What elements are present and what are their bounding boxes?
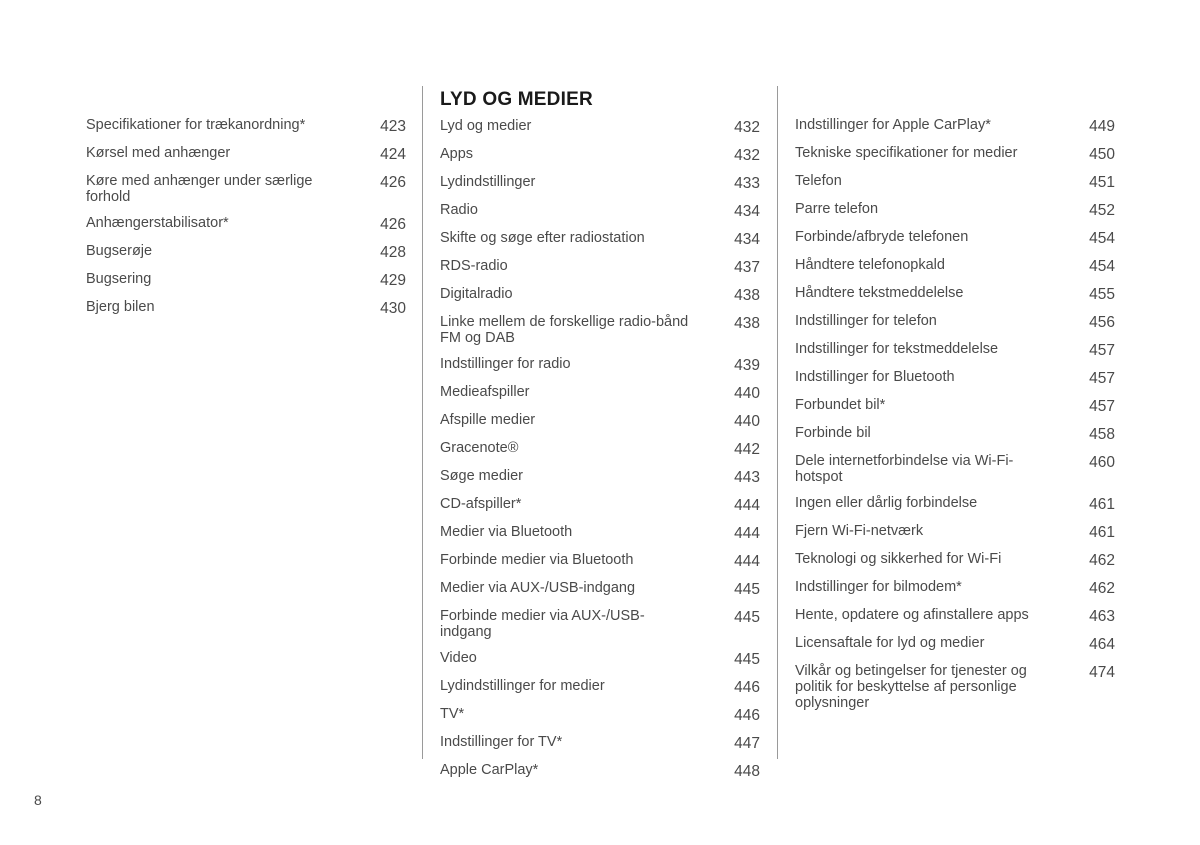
toc-entry-title: Linke mellem de forskellige radio-bånd FM og DAB (440, 314, 689, 346)
toc-entry-title: Anhængerstabilisator* (86, 215, 229, 231)
toc-entry-title: TV* (440, 706, 465, 722)
page-number: 8 (34, 792, 42, 808)
toc-entry[interactable] (795, 257, 1115, 285)
toc-entry[interactable] (795, 285, 1115, 313)
toc-entry-page: 423 (380, 118, 406, 135)
toc-entry-page: 438 (734, 287, 760, 304)
toc-entry-page: 458 (1089, 426, 1115, 443)
toc-entry-title: Bugsering (86, 271, 152, 287)
toc-entry-title: Lydindstillinger (440, 174, 536, 190)
toc-entry[interactable] (795, 425, 1115, 453)
toc-entry-title: Dele internetforbindelse via Wi-Fi-hotspot (795, 453, 1014, 485)
toc-entry-page: 451 (1089, 174, 1115, 191)
toc-entry[interactable] (440, 202, 760, 230)
toc-entry-page: 426 (380, 216, 406, 233)
toc-entry-title: Forbinde medier via AUX-/USB-indgang (440, 608, 645, 640)
toc-entry-page: 444 (734, 497, 760, 514)
toc-entry-title: Forbinde bil (795, 425, 871, 441)
toc-entry[interactable] (440, 762, 760, 790)
toc-entry[interactable] (86, 243, 406, 271)
toc-entry-page: 450 (1089, 146, 1115, 163)
toc-entry[interactable] (440, 608, 760, 650)
toc-entry-page: 457 (1089, 398, 1115, 415)
toc-entry-title: RDS-radio (440, 258, 508, 274)
toc-entry-title: Forbinde medier via Bluetooth (440, 552, 634, 568)
toc-entry-page: 432 (734, 119, 760, 136)
toc-entry[interactable] (795, 495, 1115, 523)
toc-entry[interactable] (795, 341, 1115, 369)
toc-entry-page: 430 (380, 300, 406, 317)
toc-entry-title: Indstillinger for tekstmeddelelse (795, 341, 999, 357)
toc-entry-page: 456 (1089, 314, 1115, 331)
toc-entry-page: 452 (1089, 202, 1115, 219)
toc-entry-title: Digitalradio (440, 286, 513, 302)
toc-entry[interactable] (795, 663, 1115, 721)
toc-entry-title: Hente, opdatere og afinstallere apps (795, 607, 1029, 623)
toc-entry[interactable] (795, 579, 1115, 607)
column-divider (777, 86, 778, 759)
toc-entry-title: Skifte og søge efter radiostation (440, 230, 645, 246)
toc-entry-page: 438 (734, 315, 760, 332)
toc-entry[interactable] (440, 580, 760, 608)
toc-entry-title: Bugserøje (86, 243, 153, 259)
toc-entry[interactable] (440, 468, 760, 496)
toc-entry[interactable] (440, 356, 760, 384)
toc-entry-title: Indstillinger for radio (440, 356, 571, 372)
toc-entry[interactable] (86, 215, 406, 243)
toc-column-2 (440, 90, 760, 790)
toc-list (86, 117, 406, 327)
toc-entry[interactable] (440, 552, 760, 580)
toc-entry[interactable] (86, 271, 406, 299)
toc-entry-page: 462 (1089, 580, 1115, 597)
toc-entry-title: Teknologi og sikkerhed for Wi-Fi (795, 551, 1002, 567)
toc-entry[interactable] (440, 146, 760, 174)
toc-entry-title: Tekniske specifikationer for medier (795, 145, 1018, 161)
toc-entry[interactable] (795, 551, 1115, 579)
toc-entry-page: 461 (1089, 496, 1115, 513)
toc-entry-title: Medieafspiller (440, 384, 530, 400)
toc-list (440, 118, 760, 790)
toc-column-3 (795, 117, 1115, 721)
toc-entry-page: 463 (1089, 608, 1115, 625)
toc-entry-title: Håndtere tekstmeddelelse (795, 285, 964, 301)
toc-entry-page: 444 (734, 525, 760, 542)
toc-entry-page: 446 (734, 679, 760, 696)
toc-entry-title: Afspille medier (440, 412, 536, 428)
toc-entry-title: Apps (440, 146, 474, 162)
toc-entry-page: 442 (734, 441, 760, 458)
toc-entry[interactable] (440, 678, 760, 706)
toc-entry-title: Indstillinger for Apple CarPlay* (795, 117, 991, 133)
toc-entry[interactable] (440, 524, 760, 552)
column-divider (422, 86, 423, 759)
toc-entry-page: 434 (734, 203, 760, 220)
toc-entry[interactable] (440, 286, 760, 314)
toc-entry-page: 464 (1089, 636, 1115, 653)
toc-entry[interactable] (440, 230, 760, 258)
toc-entry-title: Indstillinger for bilmodem* (795, 579, 962, 595)
toc-entry-page: 457 (1089, 370, 1115, 387)
toc-entry-title: Specifikationer for trækanordning* (86, 117, 306, 133)
toc-entry-title: Lydindstillinger for medier (440, 678, 605, 694)
toc-entry[interactable] (795, 173, 1115, 201)
toc-entry-page: 449 (1089, 118, 1115, 135)
toc-entry-title: Søge medier (440, 468, 524, 484)
toc-entry-page: 439 (734, 357, 760, 374)
toc-entry-title: Køre med anhænger under særlige forhold (86, 173, 313, 205)
toc-entry-title: Kørsel med anhænger (86, 145, 231, 161)
toc-entry-title: Video (440, 650, 477, 666)
toc-entry-title: Bjerg bilen (86, 299, 155, 315)
toc-list (795, 117, 1115, 721)
toc-entry-title: Indstillinger for Bluetooth (795, 369, 955, 385)
toc-entry-page: 462 (1089, 552, 1115, 569)
toc-entry-page: 428 (380, 244, 406, 261)
toc-entry-page: 429 (380, 272, 406, 289)
toc-entry-title: Parre telefon (795, 201, 879, 217)
toc-entry-title: CD-afspiller* (440, 496, 522, 512)
toc-entry[interactable] (795, 117, 1115, 145)
toc-entry-title: Gracenote® (440, 440, 519, 456)
toc-entry-page: 454 (1089, 230, 1115, 247)
toc-entry-page: 444 (734, 553, 760, 570)
toc-entry-page: 434 (734, 231, 760, 248)
toc-entry-title: Ingen eller dårlig forbindelse (795, 495, 978, 511)
toc-entry-page: 474 (1089, 664, 1115, 681)
toc-entry-page: 426 (380, 174, 406, 191)
toc-entry[interactable] (86, 299, 406, 327)
toc-entry-title: Medier via AUX-/USB-indgang (440, 580, 636, 596)
toc-entry[interactable] (795, 523, 1115, 551)
toc-entry-title: Fjern Wi-Fi-netværk (795, 523, 924, 539)
toc-entry[interactable] (440, 734, 760, 762)
toc-entry-page: 461 (1089, 524, 1115, 541)
toc-entry[interactable] (440, 118, 760, 146)
toc-entry-page: 460 (1089, 454, 1115, 471)
toc-entry-title: Vilkår og betingelser for tjenester og politik for beskyttelse af personlige oplysninger (795, 663, 1027, 711)
toc-entry[interactable] (795, 607, 1115, 635)
toc-entry-page: 440 (734, 413, 760, 430)
section-heading: LYD OG MEDIER (440, 89, 593, 110)
toc-entry-page: 445 (734, 609, 760, 626)
toc-entry[interactable] (795, 369, 1115, 397)
toc-entry[interactable] (440, 412, 760, 440)
toc-entry-page: 445 (734, 581, 760, 598)
toc-entry[interactable] (440, 440, 760, 468)
toc-entry[interactable] (795, 313, 1115, 341)
toc-entry-page: 432 (734, 147, 760, 164)
toc-entry[interactable] (795, 201, 1115, 229)
toc-entry[interactable] (440, 174, 760, 202)
toc-entry-title: Indstillinger for TV* (440, 734, 563, 750)
toc-entry-page: 443 (734, 469, 760, 486)
toc-entry[interactable] (86, 117, 406, 145)
toc-entry-page: 448 (734, 763, 760, 780)
toc-entry-page: 437 (734, 259, 760, 276)
toc-entry-page: 447 (734, 735, 760, 752)
toc-entry-title: Licensaftale for lyd og medier (795, 635, 985, 651)
toc-entry[interactable] (440, 496, 760, 524)
toc-entry[interactable] (795, 145, 1115, 173)
toc-entry-title: Telefon (795, 173, 842, 189)
toc-entry-page: 433 (734, 175, 760, 192)
toc-entry[interactable] (795, 229, 1115, 257)
toc-entry[interactable] (440, 650, 760, 678)
toc-entry-page: 440 (734, 385, 760, 402)
toc-entry-page: 445 (734, 651, 760, 668)
toc-entry-page: 454 (1089, 258, 1115, 275)
toc-entry-title: Indstillinger for telefon (795, 313, 937, 329)
toc-entry-title: Radio (440, 202, 478, 218)
toc-entry[interactable] (795, 635, 1115, 663)
toc-entry[interactable] (86, 145, 406, 173)
toc-entry-title: Apple CarPlay* (440, 762, 539, 778)
toc-entry-title: Håndtere telefonopkald (795, 257, 945, 273)
toc-entry-title: Lyd og medier (440, 118, 532, 134)
toc-entry[interactable] (440, 314, 760, 356)
toc-entry[interactable] (440, 384, 760, 412)
toc-entry-page: 457 (1089, 342, 1115, 359)
toc-entry-title: Forbinde/afbryde telefonen (795, 229, 969, 245)
toc-entry-page: 455 (1089, 286, 1115, 303)
toc-entry[interactable] (795, 397, 1115, 425)
toc-entry-page: 446 (734, 707, 760, 724)
toc-entry[interactable] (440, 706, 760, 734)
toc-entry-title: Medier via Bluetooth (440, 524, 573, 540)
toc-entry[interactable] (440, 258, 760, 286)
toc-entry-title: Forbundet bil* (795, 397, 886, 413)
toc-entry[interactable] (86, 173, 406, 215)
toc-column-1 (86, 117, 406, 327)
toc-entry-page: 424 (380, 146, 406, 163)
toc-entry[interactable] (795, 453, 1115, 495)
